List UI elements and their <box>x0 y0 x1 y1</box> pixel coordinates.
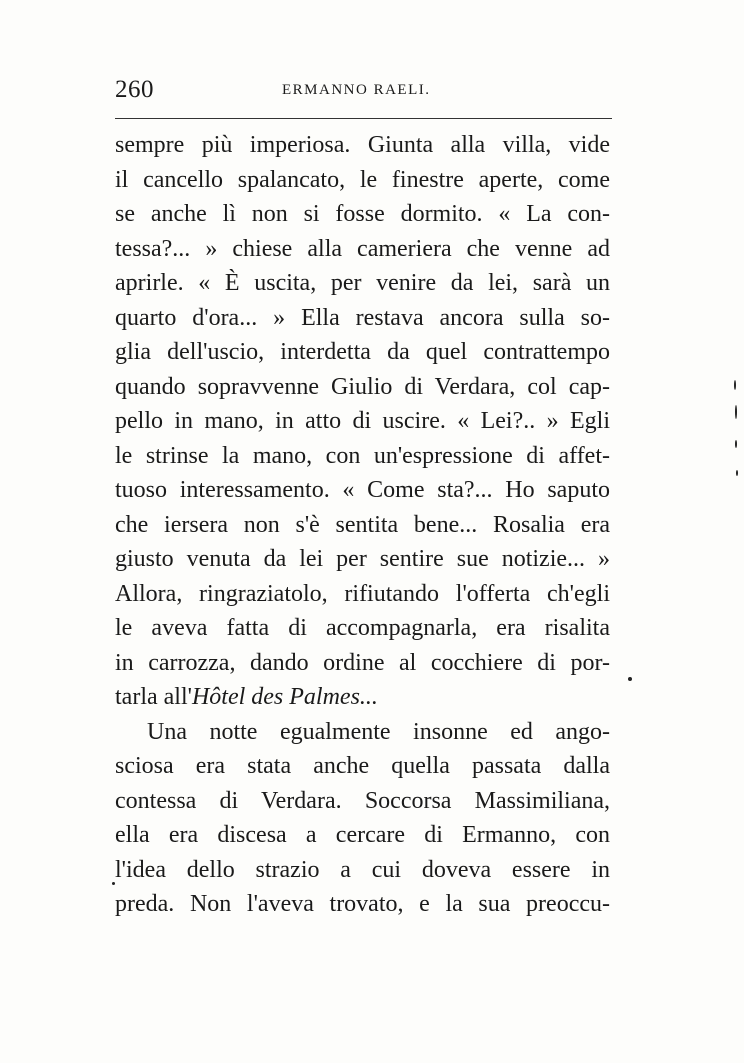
text-line: quando sopravvenne Giulio di Verdara, col cap- <box>115 373 610 400</box>
text-line: contessa di Verdara. Soccorsa Massimiliana, <box>115 787 610 814</box>
text-line-prefix: tarla all' <box>115 684 192 710</box>
page-header <box>115 76 610 106</box>
text-line-final <box>115 680 610 715</box>
text-line: Una notte egualmente insonne ed ango- <box>147 718 610 745</box>
text-line: le aveva fatta di accompagnarla, era risalita <box>115 615 610 641</box>
scan-speck <box>628 677 632 681</box>
text-line: giusto venuta da lei per sentire sue notizie... » <box>115 546 610 572</box>
text-line: il cancello spalancato, le finestre aperte, come <box>115 166 610 193</box>
header-rule <box>115 118 612 119</box>
text-line: ella era discesa a cercare di Ermanno, con <box>115 822 610 848</box>
scan-speck <box>112 882 115 885</box>
scan-speck <box>735 405 737 419</box>
text-line: pello in mano, in atto di uscire. « Lei?.. » Egli <box>115 408 610 434</box>
running-head: ERMANNO RAELI. <box>282 82 431 98</box>
text-line: Allora, ringraziatolo, rifiutando l'offerta ch'egli <box>115 580 610 607</box>
text-line: tessa?... » chiese alla cameriera che venne ad <box>115 235 610 262</box>
scan-speck <box>734 380 736 390</box>
text-line: che iersera non s'è sentita bene... Rosalia era <box>115 511 610 538</box>
text-line: glia dell'uscio, interdetta da quel contrattempo <box>115 339 610 365</box>
italic-title: Hôtel des Palmes... <box>191 684 378 710</box>
text-line: aprirle. « È uscita, per venire da lei, sarà un <box>115 270 610 296</box>
text-line: preda. Non l'aveva trovato, e la sua preoccu- <box>115 891 610 917</box>
text-line: tuoso interessamento. « Come sta?... Ho saputo <box>115 477 610 503</box>
text-line: quarto d'ora... » Ella restava ancora sulla so- <box>115 304 610 331</box>
body-text <box>115 128 610 922</box>
text-line: in carrozza, dando ordine al cocchiere di por- <box>115 649 610 676</box>
text-line: le strinse la mano, con un'espressione di affet- <box>115 442 610 469</box>
text-line: sempre più imperiosa. Giunta alla villa, vide <box>115 132 610 158</box>
text-line: l'idea dello strazio a cui doveva essere in <box>115 856 610 883</box>
text-line: se anche lì non si fosse dormito. « La con- <box>115 201 610 227</box>
scan-speck <box>735 440 737 448</box>
text-line: sciosa era stata anche quella passata dalla <box>115 753 610 779</box>
page-number: 260 <box>115 76 154 103</box>
scan-speck <box>736 470 738 476</box>
